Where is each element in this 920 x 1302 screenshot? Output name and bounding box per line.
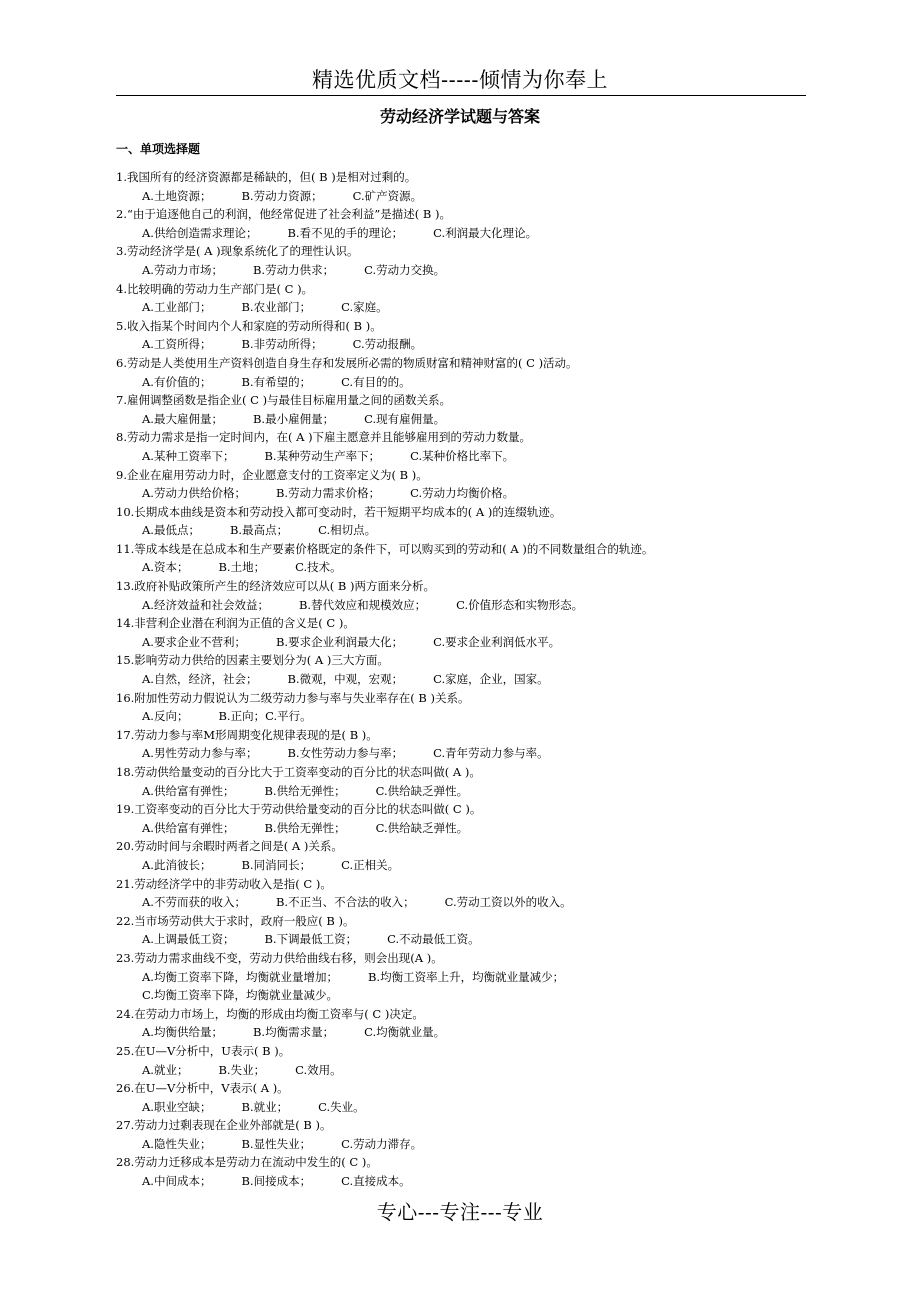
option-row bbox=[116, 596, 856, 615]
answer-option: B.劳动力需求价格； bbox=[275, 486, 381, 501]
answer-option: C.不动最低工资。 bbox=[387, 932, 480, 947]
question-text: 21.劳动经济学中的非劳动收入是指( C )。 bbox=[116, 876, 332, 891]
option-row bbox=[116, 1023, 856, 1042]
question-text: 13.政府补贴政策所产生的经济效应可以从( B )两方面来分析。 bbox=[116, 579, 436, 594]
question-text: 24.在劳动力市场上，均衡的形成由均衡工资率与( C )决定。 bbox=[116, 1006, 424, 1021]
question-text: 14.非营利企业潜在利润为正值的含义是( C )。 bbox=[116, 616, 355, 631]
question-text: 1.我国所有的经济资源都是稀缺的，但( B )是相对过剩的。 bbox=[116, 170, 417, 184]
question-text: 16.附加性劳动力假说认为二级劳动力参与率与失业率存在( B )关系。 bbox=[116, 690, 470, 705]
answer-option: A.要求企业不营利； bbox=[142, 634, 246, 649]
answer-option: A.均衡供给量； bbox=[142, 1025, 223, 1040]
answer-option: B.就业； bbox=[241, 1099, 289, 1114]
answer-option: B.看不见的手的理论； bbox=[287, 225, 404, 240]
page-footer-text: 专心---专注---专业 bbox=[376, 1200, 544, 1224]
answer-option: C.供给缺乏弹性。 bbox=[375, 820, 469, 835]
answer-option: B.劳动力供求； bbox=[252, 262, 335, 277]
answer-option: B.均衡需求量； bbox=[252, 1025, 335, 1040]
question-item bbox=[116, 428, 856, 465]
question-text: 20.劳动时间与余暇时两者之间是( A )关系。 bbox=[116, 839, 343, 854]
question-item bbox=[116, 168, 856, 205]
answer-option: C.劳动力交换。 bbox=[364, 262, 446, 277]
question-item bbox=[116, 1005, 856, 1042]
question-text: 22.当市场劳动供大于求时，政府一般应( B )。 bbox=[116, 913, 355, 928]
answer-option: C.某种价格比率下。 bbox=[410, 448, 515, 463]
question-list bbox=[116, 168, 856, 1191]
answer-option: B.失业； bbox=[218, 1062, 266, 1077]
option-row bbox=[116, 224, 856, 243]
option-row bbox=[116, 744, 856, 763]
answer-option: B.同消同长； bbox=[241, 857, 312, 872]
answer-option: B.下调最低工资； bbox=[264, 932, 358, 947]
answer-option: A.资本； bbox=[142, 560, 189, 575]
page-header-title: 精选优质文档-----倾情为你奉上 bbox=[312, 68, 608, 92]
answer-option: B.土地； bbox=[218, 560, 266, 575]
question-item bbox=[116, 242, 856, 279]
option-row bbox=[116, 670, 856, 689]
answer-option: A.不劳而获的收入； bbox=[142, 895, 246, 910]
answer-option: C.青年劳动力参与率。 bbox=[433, 746, 549, 761]
option-row bbox=[116, 1172, 856, 1191]
question-item bbox=[116, 912, 856, 949]
question-text: 19.工资率变动的百分比大于劳动供给量变动的百分比的状态叫做( C )。 bbox=[116, 802, 482, 817]
answer-option: B.均衡工资率上升，均衡就业量减少； bbox=[367, 969, 565, 984]
answer-option: B.女性劳动力参与率； bbox=[287, 746, 404, 761]
answer-option: A.自然，经济，社会； bbox=[142, 672, 258, 687]
answer-option: C.劳动报酬。 bbox=[352, 337, 423, 352]
answer-option: C.家庭，企业，国家。 bbox=[433, 672, 549, 687]
question-text: 17.劳动力参与率M形周期变化规律表现的是( B )。 bbox=[116, 727, 378, 742]
option-row bbox=[116, 930, 856, 949]
answer-option: B.某种劳动生产率下； bbox=[264, 448, 381, 463]
answer-option: A.反向； bbox=[142, 709, 189, 724]
answer-option: C.正相关。 bbox=[341, 857, 400, 872]
answer-option: B.供给无弹性； bbox=[264, 820, 346, 835]
answer-option: C.要求企业利润低水平。 bbox=[433, 634, 561, 649]
answer-option: B.有希望的； bbox=[241, 374, 312, 389]
answer-option: B.显性失业； bbox=[241, 1136, 312, 1151]
question-item bbox=[116, 837, 856, 874]
answer-option: A.职业空缺； bbox=[142, 1099, 212, 1114]
option-row bbox=[116, 335, 856, 354]
option-row bbox=[116, 261, 856, 280]
question-text: 10.长期成本曲线是资本和劳动投入都可变动时，若干短期平均成本的( A )的连缀轨迹。 bbox=[116, 504, 562, 519]
question-item bbox=[116, 800, 856, 837]
option-row bbox=[116, 968, 856, 987]
answer-option: C.劳动力滞存。 bbox=[341, 1136, 423, 1151]
option-row bbox=[116, 373, 856, 392]
answer-option: C.利润最大化理论。 bbox=[433, 225, 538, 240]
question-text: 23.劳动力需求曲线不变，劳动力供给曲线右移，则会出现(A )。 bbox=[116, 950, 443, 965]
answer-option: C.供给缺乏弹性。 bbox=[375, 783, 469, 798]
answer-option: C.价值形态和实物形态。 bbox=[456, 597, 584, 612]
answer-option: B.替代效应和规模效应； bbox=[298, 597, 427, 612]
option-row bbox=[116, 1098, 856, 1117]
question-item bbox=[116, 875, 856, 912]
option-row bbox=[116, 410, 856, 429]
question-item bbox=[116, 577, 856, 614]
answer-option: B.不正当、不合法的收入； bbox=[275, 895, 415, 910]
question-item bbox=[116, 1153, 856, 1190]
answer-option: C.效用。 bbox=[295, 1062, 342, 1077]
option-row bbox=[116, 856, 856, 875]
question-item bbox=[116, 689, 856, 726]
option-row bbox=[116, 187, 856, 206]
question-item bbox=[116, 726, 856, 763]
answer-option: A.供给富有弹性； bbox=[142, 820, 235, 835]
answer-option: C.有目的的。 bbox=[341, 374, 411, 389]
answer-option: C.均衡就业量。 bbox=[364, 1025, 446, 1040]
answer-option: A.此消彼长； bbox=[142, 857, 212, 872]
answer-option: C.相切点。 bbox=[318, 523, 377, 538]
question-item bbox=[116, 280, 856, 317]
option-row bbox=[116, 819, 856, 838]
option-row bbox=[116, 558, 856, 577]
answer-option: A.最低点； bbox=[142, 523, 200, 538]
question-item bbox=[116, 317, 856, 354]
question-item bbox=[116, 540, 856, 577]
question-item bbox=[116, 354, 856, 391]
answer-option: B.间接成本； bbox=[241, 1174, 312, 1189]
question-item bbox=[116, 1042, 856, 1079]
question-text: 4.比较明确的劳动力生产部门是( C )。 bbox=[116, 281, 314, 296]
question-text: 28.劳动力迁移成本是劳动力在流动中发生的( C )。 bbox=[116, 1155, 378, 1170]
answer-option: B.劳动力资源； bbox=[241, 188, 323, 203]
question-item bbox=[116, 949, 856, 1005]
answer-option: A.供给富有弹性； bbox=[142, 783, 235, 798]
section-heading: 一、单项选择题 bbox=[116, 142, 201, 156]
question-item bbox=[116, 763, 856, 800]
question-item bbox=[116, 614, 856, 651]
answer-option: C.技术。 bbox=[295, 560, 342, 575]
answer-option: B.要求企业利润最大化； bbox=[275, 634, 404, 649]
answer-option: C.均衡工资率下降，均衡就业量减少。 bbox=[142, 988, 339, 1003]
answer-option: A.经济效益和社会效益； bbox=[142, 597, 269, 612]
question-item bbox=[116, 651, 856, 688]
question-item bbox=[116, 1079, 856, 1116]
answer-option: A.劳动力供给价格； bbox=[142, 486, 246, 501]
question-text: 15.影响劳动力供给的因素主要划分为( A )三大方面。 bbox=[116, 653, 389, 668]
question-text: 11.等成本线是在总成本和生产要素价格既定的条件下，可以购买到的劳动和( A )的不同数量组合的轨迹。 bbox=[116, 541, 654, 556]
answer-option: C.矿产资源。 bbox=[352, 188, 423, 203]
option-row bbox=[116, 1061, 856, 1080]
answer-option: A.上调最低工资； bbox=[142, 932, 235, 947]
answer-option: A.工资所得； bbox=[142, 337, 212, 352]
option-row bbox=[116, 1135, 856, 1154]
answer-option: A.劳动力市场； bbox=[142, 262, 223, 277]
answer-option: A.中间成本； bbox=[142, 1174, 212, 1189]
answer-option: A.土地资源； bbox=[142, 188, 212, 203]
question-text: 7.雇佣调整函数是指企业( C )与最佳目标雇用量之间的函数关系。 bbox=[116, 393, 452, 408]
option-row bbox=[116, 782, 856, 801]
answer-option: B.农业部门； bbox=[241, 300, 312, 315]
header-divider bbox=[116, 95, 806, 96]
question-text: 18.劳动供给量变动的百分比大于工资率变动的百分比的状态叫做( A )。 bbox=[116, 765, 481, 779]
option-row bbox=[116, 447, 856, 466]
answer-option: C.现有雇佣量。 bbox=[364, 411, 446, 426]
answer-option: A.供给创造需求理论； bbox=[142, 225, 258, 240]
question-item bbox=[116, 391, 856, 428]
option-row bbox=[116, 521, 856, 540]
document-title: 劳动经济学试题与答案 bbox=[379, 107, 540, 126]
question-item bbox=[116, 205, 856, 242]
answer-option: A.均衡工资率下降，均衡就业量增加； bbox=[142, 969, 338, 984]
answer-option: C.直接成本。 bbox=[341, 1174, 411, 1189]
question-item bbox=[116, 466, 856, 503]
answer-option: A.工业部门； bbox=[142, 300, 212, 315]
answer-option: C.劳动工资以外的收入。 bbox=[444, 895, 572, 910]
answer-option: B.最小雇佣量； bbox=[252, 411, 335, 426]
question-text: 5.收入指某个时间内个人和家庭的劳动所得和( B )。 bbox=[116, 318, 382, 333]
question-text: 25.在U—V分析中，U表示( B )。 bbox=[116, 1043, 291, 1058]
question-text: 27.劳动力过剩表现在企业外部就是( B )。 bbox=[116, 1118, 332, 1133]
question-text: 26.在U—V分析中，V表示( A )。 bbox=[116, 1081, 289, 1096]
answer-option: A.就业； bbox=[142, 1062, 189, 1077]
answer-option: A.最大雇佣量； bbox=[142, 411, 223, 426]
question-text: 2.“由于追逐他自己的利润，他经常促进了社会利益”是描述( B )。 bbox=[116, 207, 451, 222]
answer-option: A.有价值的； bbox=[142, 374, 212, 389]
answer-option: A.男性劳动力参与率； bbox=[142, 746, 258, 761]
answer-option: B.正向；C.平行。 bbox=[218, 709, 312, 724]
answer-option: C.劳动力均衡价格。 bbox=[410, 486, 515, 501]
question-text: 8.劳动力需求是指一定时间内，在( A )下雇主愿意并且能够雇用到的劳动力数量。 bbox=[116, 430, 532, 445]
question-item bbox=[116, 1116, 856, 1153]
answer-option: C.家庭。 bbox=[341, 300, 388, 315]
option-row bbox=[116, 986, 856, 1005]
option-row bbox=[116, 298, 856, 317]
option-row bbox=[116, 707, 856, 726]
option-row bbox=[116, 893, 856, 912]
answer-option: A.隐性失业； bbox=[142, 1136, 212, 1151]
answer-option: C.失业。 bbox=[318, 1099, 365, 1114]
answer-option: B.最高点； bbox=[229, 523, 289, 538]
question-item bbox=[116, 503, 856, 540]
question-text: 3.劳动经济学是( A )现象系统化了的理性认识。 bbox=[116, 244, 359, 259]
question-text: 6.劳动是人类使用生产资料创造自身生存和发展所必需的物质财富和精神财富的( C )活动。 bbox=[116, 355, 578, 370]
option-row bbox=[116, 484, 856, 503]
question-text: 9.企业在雇用劳动力时，企业愿意支付的工资率定义为( B )。 bbox=[116, 467, 428, 482]
option-row bbox=[116, 633, 856, 652]
answer-option: B.供给无弹性； bbox=[264, 783, 346, 798]
answer-option: A.某种工资率下； bbox=[142, 448, 235, 463]
answer-option: B.微观，中观，宏观； bbox=[287, 672, 404, 687]
answer-option: B.非劳动所得； bbox=[241, 337, 323, 352]
